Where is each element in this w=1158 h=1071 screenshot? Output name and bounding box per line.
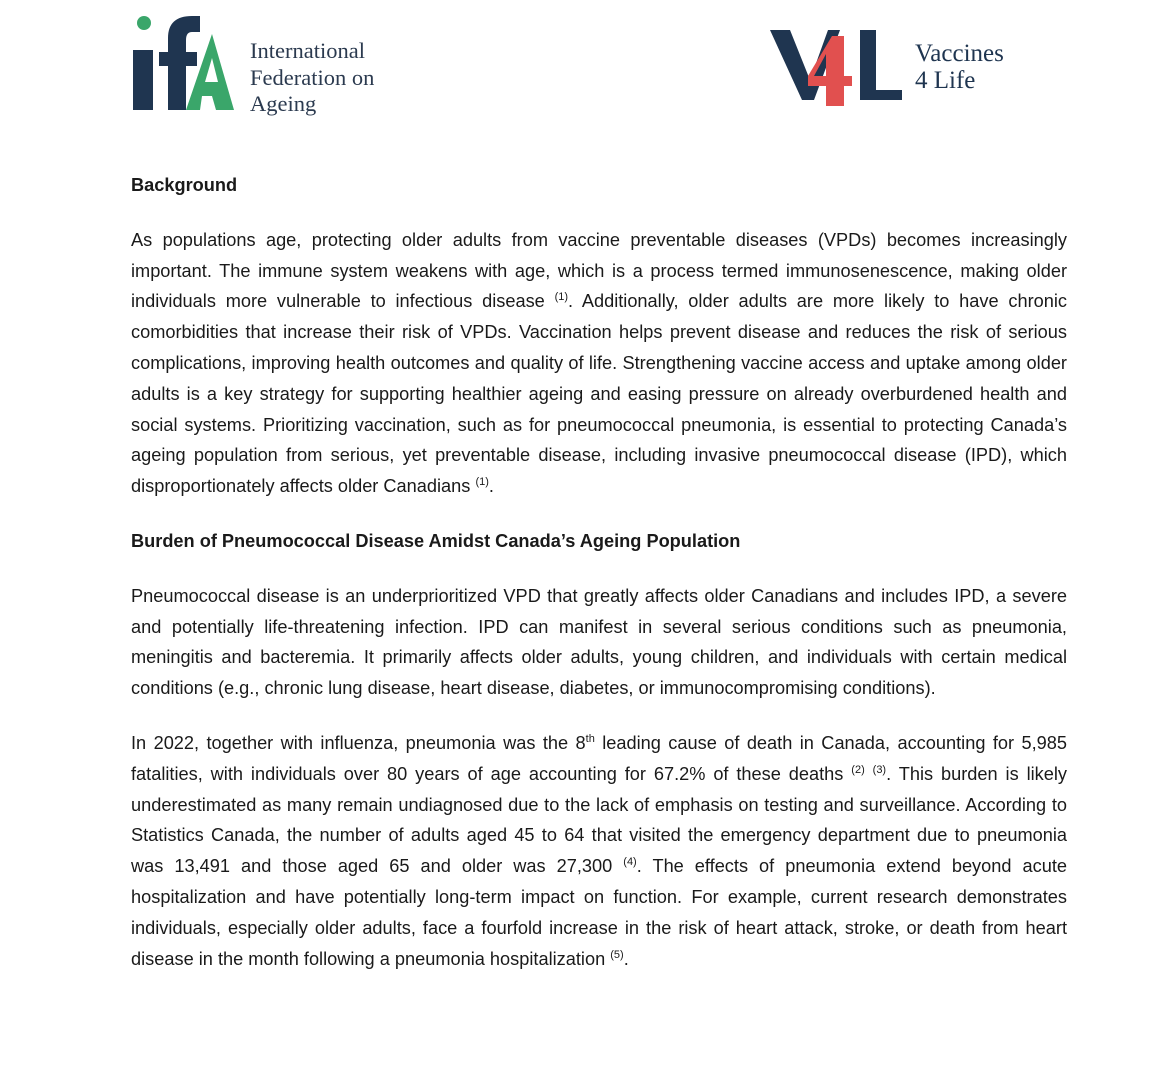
- ifa-logo-text: [250, 38, 374, 118]
- paragraph-burden-1: Pneumococcal disease is an underprioritized VPD that greatly affects older Canadians and includes IPD, a severe and potentially life-threatening infection. IPD can manifest in several serious conditions such as pneumonia, meningitis and bacteremia. It primarily affects older adults, young children, and individuals with certain medical conditions (e.g., chronic lung disease, heart disease, diabetes, or immunocompromising conditions).: [131, 585, 1067, 699]
- v4l-logo-mark: [768, 26, 908, 110]
- citation-ref: (1): [475, 476, 489, 489]
- text-run: As populations age, protecting older adults from vaccine preventable diseases (VPDs) becomes increasingly important. The immune system weakens with age, which is a process termed immunosenescence, making older individuals more vulnerable to infectious disease: [131, 229, 1067, 312]
- text-run: leading cause of death in Canada, accounting for 5,985 fatalities, with individuals over 80 years of age accounting for 67.2% of these deaths: [131, 732, 1068, 784]
- v4l-logo-text: [915, 40, 1004, 94]
- v4l-line-1: Vaccines: [915, 40, 1004, 67]
- paragraph-background: [131, 225, 1067, 502]
- citation-ref: (4): [623, 856, 637, 869]
- ifa-line-2: Federation on: [250, 64, 375, 90]
- document-header: [0, 0, 1158, 130]
- ifa-line-3: Ageing: [250, 91, 317, 116]
- text-run: .: [623, 948, 629, 969]
- v4l-logo: [768, 26, 1028, 110]
- ifa-line-1: International: [250, 38, 365, 63]
- document-body: [131, 170, 1067, 974]
- text-run: . The effects of pneumonia extend beyond acute hospitalization and have potentially long-term impact on function. For example, current research demonstrates individuals, especially older adults, face a fourfold increase in the risk of heart attack, stroke, or death from heart disease in the month following a pneumonia hospitalization: [131, 856, 1067, 969]
- heading-burden: Burden of Pneumococcal Disease Amidst Canada’s Ageing Population: [131, 530, 741, 551]
- ifa-logo: [130, 14, 400, 124]
- ordinal-suffix: th: [585, 732, 595, 745]
- text-run: .: [488, 476, 494, 497]
- heading-background: Background: [131, 175, 238, 195]
- text-run: . Additionally, older adults are more likely to have chronic comorbidities that increase their risk of VPDs. Vaccination helps prevent disease and reduces the risk of serious complications, improving health outcomes and quality of life. Strengthening vaccine access and uptake among older adults is a key strategy for supporting healthier ageing and easing pressure on already overburdened health and social systems. Prioritizing vaccination, such as for pneumococcal pneumonia, is essential to protecting Canada’s ageing population from serious, yet preventable disease, including invasive pneumococcal disease (IPD), which disproportionately affects older Canadians: [131, 291, 1068, 497]
- text-run: . This burden is likely underestimated as many remain undiagnosed due to the lack of emphasis on testing and surveillance. According to Statistics Canada, the number of adults aged 45 to 64 that visited the emergency department due to pneumonia was 13,491 and those aged 65 and older was 27,300: [131, 763, 1067, 877]
- v4l-line-2: 4 Life: [915, 67, 976, 94]
- citation-ref: (3): [872, 763, 887, 776]
- ifa-logo-mark: [130, 14, 240, 114]
- citation-ref: (5): [610, 948, 624, 961]
- paragraph-burden-2: [131, 728, 1067, 974]
- text-run: In 2022, together with influenza, pneumonia was the 8: [131, 732, 586, 753]
- citation-ref: (2): [851, 763, 865, 776]
- citation-ref: (1): [554, 291, 569, 304]
